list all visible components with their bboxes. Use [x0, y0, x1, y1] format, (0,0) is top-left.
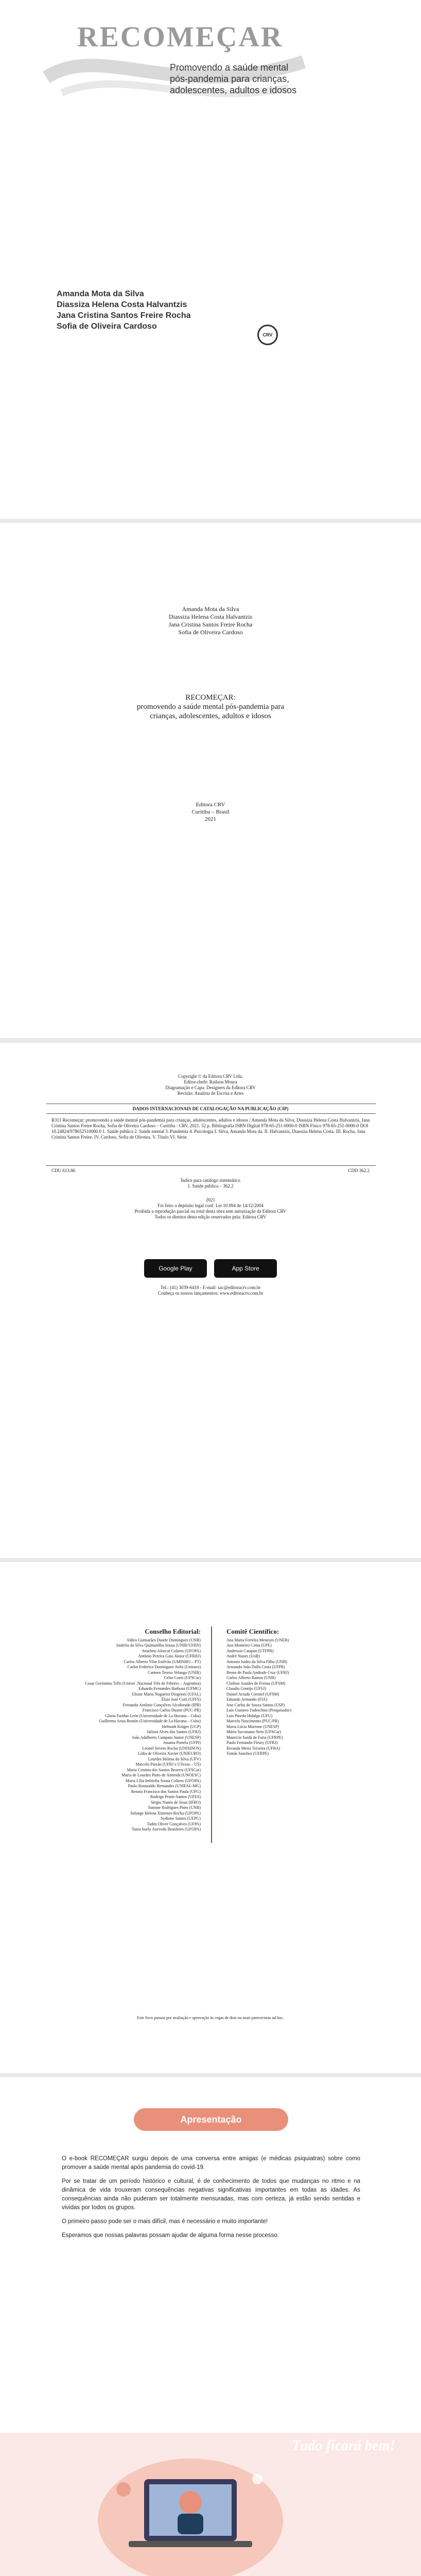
copyright-line: Copyright © da Editora CRV Ltda. — [178, 1074, 243, 1079]
editorial-member: Helmuth Krüger (UCP) — [162, 1724, 201, 1729]
scientific-member: Anderson Catapan (UTFPR) — [226, 1648, 274, 1653]
scientific-member: Eduardo Armando (FIA) — [226, 1697, 268, 1702]
presentation-heading: Apresentação — [134, 2108, 288, 2131]
title-page — [0, 523, 421, 1038]
author-name: Sofia de Oliveira Cardoso — [178, 629, 243, 636]
publisher-line: Editora CRV — [196, 802, 225, 808]
editorial-member: Rodrigo Pratte-Santos (UFES) — [150, 1794, 201, 1799]
scientific-member: Ana Maria Ferreira Menezes (UNEB) — [226, 1637, 289, 1642]
editorial-member: Fernando Antônio Gonçalves Alcoforado (IPB) — [122, 1702, 201, 1707]
editorial-member: Paulo Romualdo Hernandes (UNIFAL-MG) — [128, 1784, 201, 1788]
editorial-member: Leonel Severo Rocha (UNISINOS) — [142, 1745, 201, 1751]
scientific-member: Daniel Arruda Coronel (UFSM) — [226, 1691, 279, 1697]
cover-subtitle: Promovendo a saúde mental pós-pandemia para crianças, adolescentes, adultos e idosos — [170, 62, 297, 95]
editorial-council — [57, 1629, 201, 1833]
title-line: RECOMEÇAR: — [185, 693, 236, 702]
scientific-member: Ana Monteiro Costa (UPE) — [226, 1643, 272, 1648]
editorial-member: Carlos Alberto Vilar Estêvão (UMINHO – PT) — [124, 1659, 201, 1664]
app-store-badge[interactable]: App Store — [214, 1259, 277, 1278]
scientific-member: Claudio Gontijo (UFSJ) — [226, 1686, 266, 1691]
scientific-member: Marcelo Nascimento (PUC/PR) — [226, 1719, 279, 1723]
scientific-committee — [226, 1629, 371, 1757]
rights-line: Todos os direitos desta edição reservados pela: Editora CRV — [154, 1214, 267, 1219]
scientific-committee-title: Comitê Científico: — [226, 1628, 279, 1635]
editorial-member: Aldira Guimarães Duarte Domínguez (UNB) — [126, 1637, 201, 1642]
rights-line: 2021 — [206, 1197, 215, 1202]
title-page-publisher — [0, 801, 421, 823]
laptop-person-illustration — [93, 2443, 288, 2576]
editorial-member: Elione Maria Nogueira Diogenes (UFAL) — [132, 1691, 201, 1697]
editorial-member: Cesar Gerónimo Tello (Univer .Nacional Três de Febrero – Argentina) — [85, 1681, 201, 1686]
everything-will-be-fine-caption: Tudo ficará bem! — [291, 2438, 395, 2454]
author-name: Amanda Mota da Silva — [182, 605, 239, 613]
presentation-paragraph: O e-book RECOMEÇAR surgiu depois de uma conversa entre amigas (e médicas psiquiatras) sobre como promover a saúde mental após pandemia do covid-19. — [62, 2156, 360, 2171]
scientific-member: Luís Gustavo Tudeschini (Pesquisador) — [226, 1708, 291, 1713]
editorial-member: Lídia de Oliveira Xavier (UNIEURO) — [138, 1751, 201, 1756]
divider — [46, 1165, 376, 1166]
publisher-line: 2021 — [205, 816, 216, 822]
index-block — [0, 1178, 421, 1189]
title-line: promovendo a saúde mental pós-pandemia para — [136, 703, 285, 711]
editorial-member: Jailson Alves dos Santos (UFRJ) — [147, 1730, 201, 1734]
editorial-council-title: Conselho Editorial: — [145, 1628, 201, 1635]
author-name: Amanda Mota da Silva — [57, 290, 144, 298]
editorial-member: Maria Cristina dos Santos Bezerra (UFSCar) — [127, 1767, 201, 1772]
cdu-code: CDU 613.86 — [51, 1168, 76, 1173]
design-line: Diagramação e Capa: Designers da Editora CRV — [165, 1085, 256, 1090]
scientific-member: Mauricio Sardá de Faria (UFRPE) — [226, 1735, 283, 1740]
editorial-member: Carmen Tereza Velanga (UNIR) — [148, 1670, 201, 1675]
scientific-member: Maria Lúcia Morrone (UNESP) — [226, 1724, 279, 1729]
peer-review-note: Este livro passou por avaliação e aprovação às cegas de dois ou mais pareceristas ad hoc. — [137, 2015, 284, 2020]
editorial-member: Lourdes Helena da Silva (UFV) — [148, 1756, 201, 1761]
index-line: 1. Saúde pública – 362.2 — [187, 1183, 234, 1189]
contact-line: Tel.: (41) 3039-6418 - E-mail: sac@editoracrv.com.br — [160, 1285, 261, 1290]
title-page-authors — [0, 605, 421, 636]
editorial-member: Andréia da Silva Quintanilha Sousa (UNIR/UFRN) — [115, 1643, 201, 1648]
index-line: Índice para catálogo sistemático — [181, 1178, 240, 1183]
council-divider — [211, 1626, 212, 1843]
author-name: Jana Cristina Santos Freire Rocha — [57, 311, 191, 320]
copyright-block — [0, 1074, 421, 1096]
website-link[interactable]: Conheça os nossos lançamentos: www.editoracrv.com.br — [157, 1291, 264, 1296]
contact-block — [0, 1285, 421, 1296]
author-name: Sofia de Oliveira Cardoso — [57, 322, 157, 331]
editorial-member: Maria de Lourdes Pinto de Almeida (UNOESC) — [121, 1773, 201, 1777]
presentation-text — [62, 2155, 360, 2245]
editorial-member: Josania Portela (UFPI) — [163, 1740, 201, 1745]
title-page-title — [0, 693, 421, 721]
catalog-page — [0, 1043, 421, 1558]
editorial-member: Gloria Fariñas León (Universidade de La Havana – Cuba) — [105, 1713, 201, 1718]
editorial-member: Marcelo Paixão (UFRJ e UTexas – US) — [135, 1762, 201, 1767]
cover-title: RECOMEÇAR — [77, 21, 284, 53]
author-name: Jana Cristina Santos Freire Rocha — [168, 621, 253, 628]
rights-line: Foi feito o depósito legal conf. Lei 10.994 de 14/12/2004 — [157, 1203, 264, 1208]
editorial-member: Carlos Federico Dominguez Avila (Unieuro) — [127, 1665, 201, 1669]
council-page — [0, 1562, 421, 2073]
editorial-member: Celso Conti (UFSCar) — [164, 1675, 201, 1680]
cdd-code: CDD 362.2 — [348, 1168, 370, 1173]
author-name: Diassiza Helena Costa Halvantzis — [57, 300, 187, 309]
editorial-member: Anselmo Alencar Colares (UFOPA) — [141, 1648, 201, 1653]
scientific-member: Clailton Ataídes de Freitas (UFSM) — [226, 1681, 286, 1686]
scientific-member: Armando João Dalla Costa (UFPR) — [226, 1665, 285, 1669]
presentation-page — [0, 2077, 421, 2576]
title-line: crianças, adolescentes, adultos e idosos — [150, 712, 271, 720]
scientific-member-list — [226, 1638, 371, 1757]
scientific-member: Breno de Paula Andrade Cruz (UFRJ) — [226, 1670, 289, 1675]
app-store-badges — [0, 1259, 421, 1278]
scientific-member: Mário Sacomano Neto (UFSCar) — [226, 1730, 281, 1734]
editorial-member-list — [57, 1638, 201, 1833]
presentation-paragraph: Esperamos que nossas palavras possam ajudar de alguma forma nesse processo. — [62, 2232, 279, 2239]
scientific-member: Antonio Isidro da Silva Filho (UNB) — [226, 1659, 287, 1664]
presentation-paragraph: Por se tratar de um período histórico e cultural, é de conhecimento de todos que mudanças no ritmo e na dinâmica de vida trouxeram consequências negativas significativas importantes em todas as idades. As consequências ainda não puderam ser totalmente mensuradas, mas com certeza, já estão sendo sentidas e vividas por todos os grupos. — [62, 2178, 360, 2211]
editorial-member: Guillermo Arias Beatón (Universidade de La Havana – Cuba) — [99, 1719, 201, 1723]
cover-page — [0, 0, 421, 519]
scientific-member: Paulo Fernando Fleury (UFRJ) — [226, 1740, 278, 1745]
editorial-member: Francisco Carlos Duarte (PUC-PR) — [142, 1708, 201, 1713]
presentation-paragraph: O primeiro passo pode ser o mais difícil, mas é necessário e muito importante! — [62, 2218, 268, 2225]
publisher-line: Curitiba – Brasil — [191, 809, 230, 815]
editorial-member: Renato Francisco dos Santos Paula (UFG) — [131, 1789, 201, 1794]
editorial-member: Élsio José Corá (UFFS) — [161, 1697, 201, 1702]
editorial-member: Tania Suely Azevedo Brasileiro (UFOPA) — [131, 1827, 201, 1832]
scientific-member: Luis Pineda Hidalgo (UFU) — [226, 1713, 273, 1718]
scientific-member: Rivanda Meira Teixeira (UFBA) — [226, 1745, 280, 1751]
scientific-member: Tomás Sanchez (UFRPE) — [226, 1751, 269, 1756]
google-play-badge[interactable]: Google Play — [144, 1259, 207, 1278]
editorial-member: João Adalberto Campato Junior (UNESP) — [132, 1735, 201, 1740]
editorial-member: Solange Helena Ximenes-Rocha (UFOPA) — [130, 1810, 201, 1816]
cip-body: R311 Recomeçar: promovendo a saúde mental pós-pandemia para crianças, adolescentes, adultos e idosos / Amanda Mota da Silva, Diassiza Helena Costa Halvantzis, Jana Cristina Santos Freire Rocha, Sofia de Oliveira Cardoso – Curitiba : CRV, 2021. 52 p. Bibliografia ISBN Digital 978-65-251-0000-0 ISBN Físico 978-65-251-0000-0 DOI 10.24824/978652510000.0 1. Saúde pública 2. Saúde mental 3. Pandemia 4. Psicologia I. Silva, Amanda Mota da. II. Halvantzis, Diassiza Helena Costa. III. Rocha, Jana Cristina Santos Freire. IV. Cardoso, Sofia de Oliveira. V. Título VI. Série. — [51, 1117, 370, 1140]
editorial-member: Sérgio Nunes de Jesus (IFRO) — [150, 1800, 201, 1805]
review-line: Revisão: Analista de Escrita e Artes — [177, 1091, 244, 1096]
rights-line: Proibida a reprodução parcial ou total desta obra sem autorização da Editora CRV — [134, 1209, 287, 1214]
cover-authors — [57, 289, 191, 332]
author-name: Diassiza Helena Costa Halvantzis — [168, 613, 253, 620]
scientific-member: Jose Carlos de Souza Santos (USP) — [226, 1702, 285, 1707]
cip-title: DADOS INTERNACIONAIS DE CATALOGAÇÃO NA PUBLICAÇÃO (CIP) — [132, 1106, 289, 1111]
editor-line: Editor-chefe: Railson Moura — [184, 1079, 237, 1084]
scientific-member: André Nunes (UnB) — [226, 1654, 260, 1658]
editorial-member: Tadeu Oliver Gonçalves (UFPA) — [147, 1821, 201, 1826]
editorial-member: Simone Rodrigues Pinto (UNB) — [148, 1805, 201, 1810]
scientific-member: Carlos Alberto Ramos (UNB) — [226, 1675, 276, 1680]
divider — [46, 1113, 376, 1114]
editorial-member: Antônio Pereira Gaio Júnior (UFRRJ) — [138, 1654, 201, 1658]
rights-block — [0, 1197, 421, 1220]
editorial-member: Eduardo Fernandes Barbosa (UFMG) — [138, 1686, 201, 1691]
crv-publisher-logo: CRV — [257, 325, 278, 345]
editorial-member: Sydione Santos (UEPG) — [161, 1816, 201, 1821]
editorial-member: Maria Lília Imbiriba Sousa Colares (UFOPA) — [125, 1778, 201, 1783]
